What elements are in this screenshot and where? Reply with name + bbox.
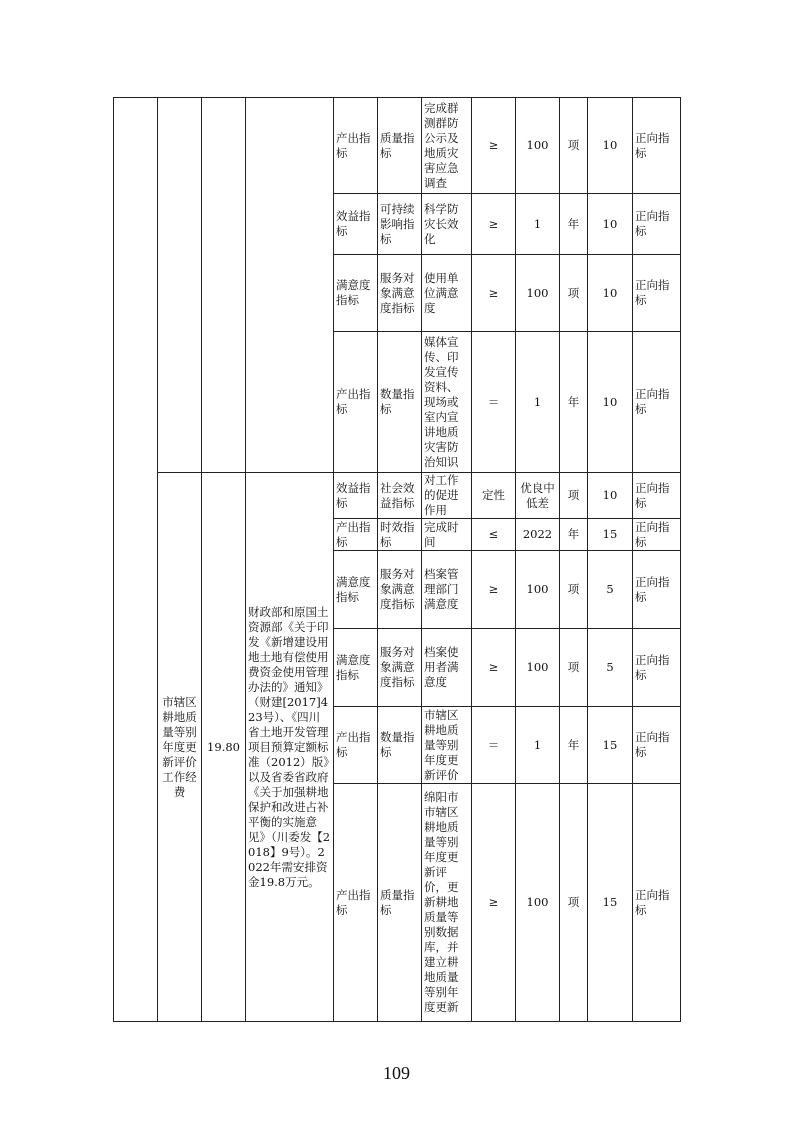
unit-cell: 年 [560, 194, 588, 255]
direction-cell: 正向指标 [633, 194, 681, 255]
basis-cell: 财政部和原国土资源部《关于印发《新增建设用地土地有偿使用费资金使用管理办法的》通知》（财建[2017]423号）、《四川省土地开发管理项目预算定额标准（2012）版》以及省委省政府《关于加强耕地保护和改进占补平衡的实施意见》（川委发【2018】9号）。2022年需安排资金19.8万元。 [246, 473, 334, 1022]
level3-indicator: 档案使用者满意度 [422, 629, 472, 707]
table-row [114, 473, 681, 519]
table-row [114, 98, 681, 194]
level1-indicator: 产出指标 [334, 519, 378, 551]
operator-cell: ≥ [472, 784, 516, 1022]
amount-cell [202, 98, 246, 473]
unit-cell: 项 [560, 551, 588, 629]
level2-indicator: 数量指标 [378, 332, 422, 473]
level1-indicator: 满意度指标 [334, 629, 378, 707]
unit-cell: 项 [560, 255, 588, 332]
operator-cell: 定性 [472, 473, 516, 519]
target-value-cell: 1 [516, 707, 560, 784]
operator-cell: ≥ [472, 194, 516, 255]
target-value-cell: 100 [516, 784, 560, 1022]
level2-indicator: 时效指标 [378, 519, 422, 551]
level1-indicator: 效益指标 [334, 473, 378, 519]
level1-indicator: 产出指标 [334, 332, 378, 473]
level3-indicator: 档案管理部门满意度 [422, 551, 472, 629]
operator-cell: ≥ [472, 98, 516, 194]
level3-indicator: 科学防灾长效化 [422, 194, 472, 255]
unit-cell: 年 [560, 519, 588, 551]
level2-indicator: 服务对象满意度指标 [378, 255, 422, 332]
level3-indicator: 对工作的促进作用 [422, 473, 472, 519]
direction-cell: 正向指标 [633, 551, 681, 629]
target-value-cell: 100 [516, 98, 560, 194]
unit-cell: 项 [560, 784, 588, 1022]
weight-cell: 5 [588, 551, 633, 629]
level1-indicator: 产出指标 [334, 98, 378, 194]
basis-cell [246, 98, 334, 473]
weight-cell: 10 [588, 98, 633, 194]
project-name-cell: 市辖区耕地质量等别年度更新评价工作经费 [158, 473, 202, 1022]
level1-indicator: 效益指标 [334, 194, 378, 255]
target-value-cell: 优良中低差 [516, 473, 560, 519]
weight-cell: 10 [588, 332, 633, 473]
level2-indicator: 可持续影响指标 [378, 194, 422, 255]
level2-indicator: 质量指标 [378, 784, 422, 1022]
department-cell [114, 98, 158, 1022]
weight-cell: 5 [588, 629, 633, 707]
level1-indicator: 满意度指标 [334, 551, 378, 629]
weight-cell: 10 [588, 194, 633, 255]
direction-cell: 正向指标 [633, 98, 681, 194]
operator-cell: ≥ [472, 551, 516, 629]
operator-cell: ≥ [472, 255, 516, 332]
target-value-cell: 100 [516, 629, 560, 707]
unit-cell: 项 [560, 98, 588, 194]
unit-cell: 年 [560, 332, 588, 473]
operator-cell: ≥ [472, 629, 516, 707]
target-value-cell: 2022 [516, 519, 560, 551]
target-value-cell: 1 [516, 194, 560, 255]
operator-cell: ＝ [472, 332, 516, 473]
direction-cell: 正向指标 [633, 629, 681, 707]
unit-cell: 项 [560, 473, 588, 519]
operator-cell: ＝ [472, 707, 516, 784]
level2-indicator: 服务对象满意度指标 [378, 551, 422, 629]
unit-cell: 项 [560, 629, 588, 707]
target-value-cell: 100 [516, 551, 560, 629]
weight-cell: 10 [588, 255, 633, 332]
page-number: 109 [383, 1063, 410, 1083]
level2-indicator: 质量指标 [378, 98, 422, 194]
target-value-cell: 1 [516, 332, 560, 473]
target-value-cell: 100 [516, 255, 560, 332]
level3-indicator: 使用单位满意度 [422, 255, 472, 332]
level2-indicator: 数量指标 [378, 707, 422, 784]
direction-cell: 正向指标 [633, 332, 681, 473]
unit-cell: 年 [560, 707, 588, 784]
level3-indicator: 媒体宣传、印发宣传资料、现场或室内宣讲地质灾害防治知识 [422, 332, 472, 473]
direction-cell: 正向指标 [633, 519, 681, 551]
weight-cell: 15 [588, 784, 633, 1022]
level2-indicator: 社会效益指标 [378, 473, 422, 519]
performance-indicator-table [113, 97, 681, 1022]
direction-cell: 正向指标 [633, 255, 681, 332]
level1-indicator: 产出指标 [334, 707, 378, 784]
level3-indicator: 完成群测群防公示及地质灾害应急调查 [422, 98, 472, 194]
level3-indicator: 绵阳市市辖区耕地质量等别年度更新评价，更新耕地质量等别数据库，并建立耕地质量等别年度更新 [422, 784, 472, 1022]
level3-indicator: 完成时间 [422, 519, 472, 551]
level1-indicator: 产出指标 [334, 784, 378, 1022]
direction-cell: 正向指标 [633, 707, 681, 784]
direction-cell: 正向指标 [633, 784, 681, 1022]
level3-indicator: 市辖区耕地质量等别年度更新评价 [422, 707, 472, 784]
operator-cell: ≤ [472, 519, 516, 551]
level1-indicator: 满意度指标 [334, 255, 378, 332]
project-name-cell [158, 98, 202, 473]
amount-cell: 19.80 [202, 473, 246, 1022]
weight-cell: 10 [588, 473, 633, 519]
direction-cell: 正向指标 [633, 473, 681, 519]
weight-cell: 15 [588, 707, 633, 784]
level2-indicator: 服务对象满意度指标 [378, 629, 422, 707]
weight-cell: 15 [588, 519, 633, 551]
